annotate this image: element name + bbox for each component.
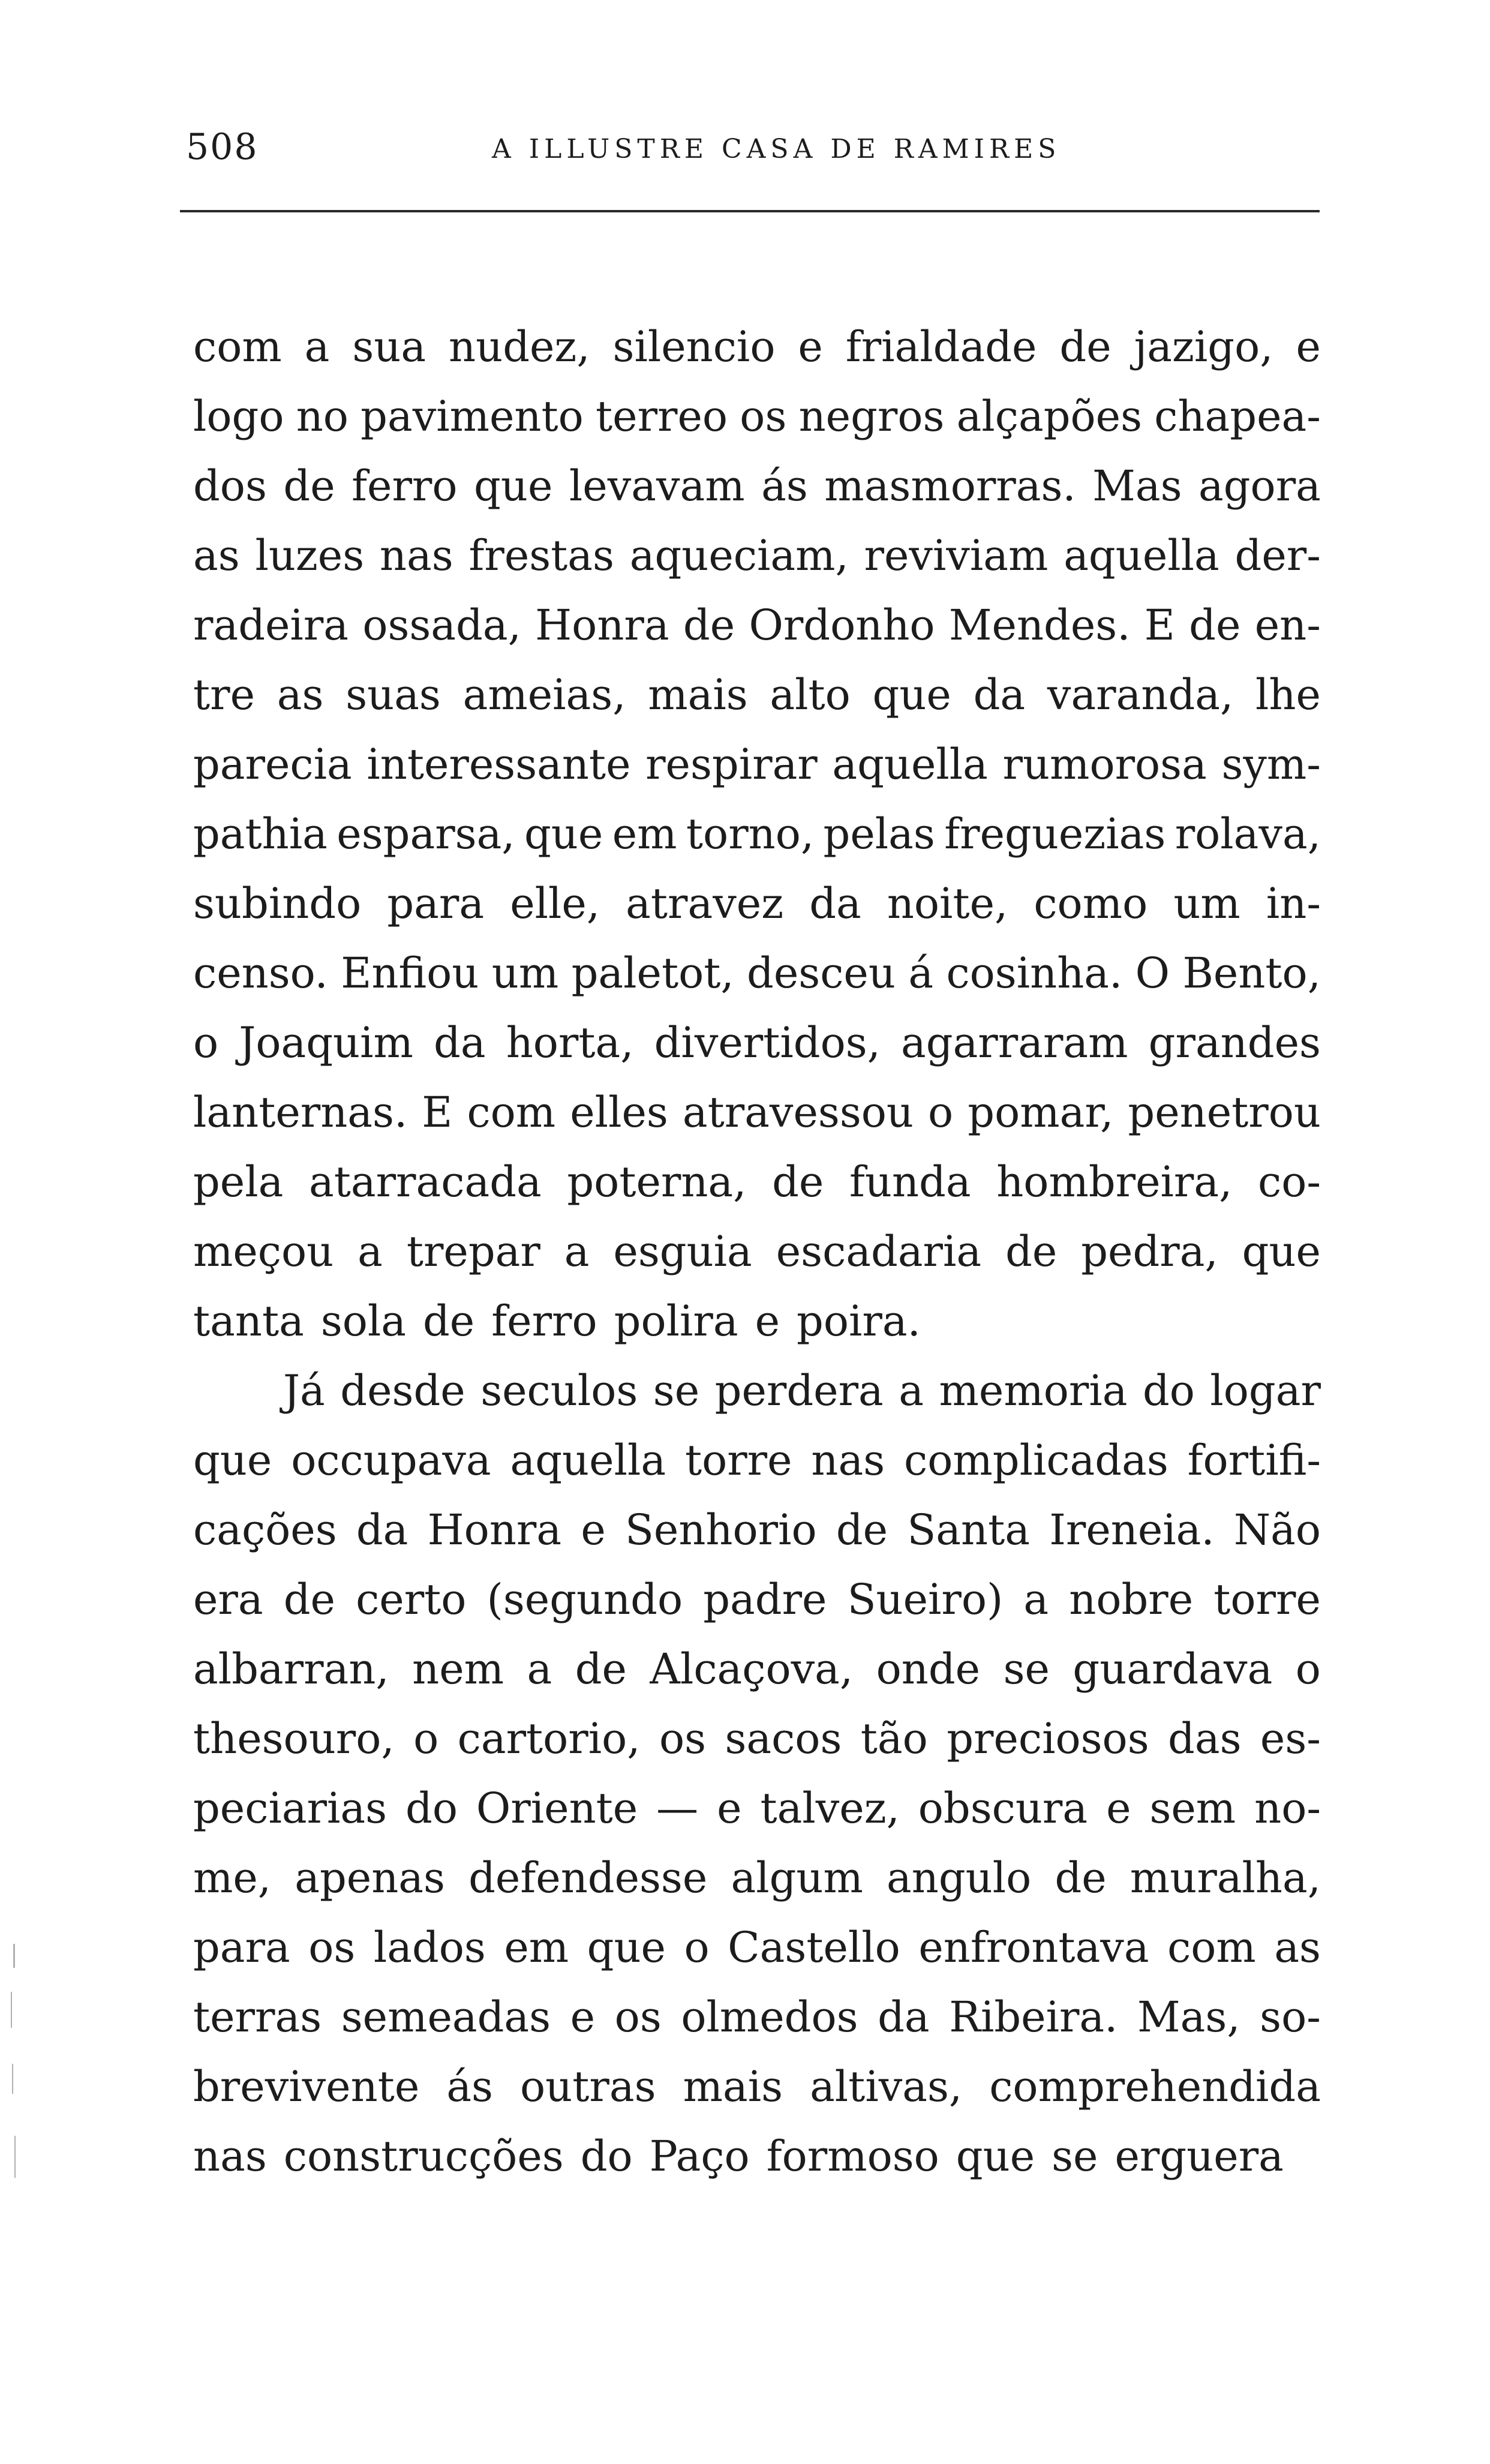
text-line: pela atarracada poterna, de funda hombreira, co- <box>193 1157 1321 1207</box>
text-line: thesouro, o cartorio, os sacos tão preciosos das es- <box>193 1714 1321 1763</box>
text-line: me, apenas defendesse algum angulo de muralha, <box>193 1853 1321 1902</box>
text-line: pathia esparsa, que em torno, pelas freguezias rolava, <box>193 809 1321 859</box>
text-line: as luzes nas frestas aqueciam, reviviam aquella der- <box>193 531 1321 580</box>
text-line: logo no pavimento terreo os negros alçapões chapea- <box>193 392 1321 441</box>
scan-speck <box>12 2064 13 2094</box>
body-text <box>193 312 1321 2191</box>
text-line: tanta sola de ferro polira e poira. <box>193 1296 921 1346</box>
text-line: meçou a trepar a esguia escadaria de pedra, que <box>193 1227 1321 1276</box>
text-line: brevivente ás outras mais altivas, comprehendida <box>193 2062 1321 2111</box>
text-line: dos de ferro que levavam ás masmorras. Mas agora <box>193 461 1321 511</box>
text-line: lanternas. E com elles atravessou o pomar, penetrou <box>193 1088 1321 1137</box>
scan-speck <box>14 2136 16 2178</box>
text-line: peciarias do Oriente — e talvez, obscura e sem no- <box>193 1784 1321 1833</box>
text-line: era de certo (segundo padre Sueiro) a nobre torre <box>193 1575 1321 1624</box>
text-line: albarran, nem a de Alcaçova, onde se guardava o <box>193 1644 1321 1694</box>
text-line: nas construcções do Paço formoso que se erguera <box>193 2132 1284 2181</box>
scan-speck <box>11 1992 12 2028</box>
page-number: 508 <box>186 126 259 168</box>
text-line: radeira ossada, Honra de Ordonho Mendes. E de en- <box>193 601 1321 650</box>
text-line: tre as suas ameias, mais alto que da varanda, lhe <box>193 670 1321 719</box>
text-line: censo. Enfiou um paletot, desceu á cosinha. O Bento, <box>193 949 1321 998</box>
text-line: terras semeadas e os olmedos da Ribeira. Mas, so- <box>193 1992 1321 2042</box>
text-line: parecia interessante respirar aquella rumorosa sym- <box>193 740 1321 789</box>
text-line: que occupava aquella torre nas complicadas fortifi- <box>193 1436 1321 1485</box>
text-line: o Joaquim da horta, divertidos, agarraram grandes <box>193 1018 1321 1067</box>
scan-speck <box>13 1944 15 1968</box>
text-line: com a sua nudez, silencio e frialdade de jazigo, e <box>193 322 1321 371</box>
running-title: A ILLUSTRE CASA DE RAMIRES <box>492 134 1061 164</box>
text-line: subindo para elle, atravez da noite, como um in- <box>193 879 1321 928</box>
header-rule <box>180 210 1320 212</box>
page-header <box>186 123 1326 171</box>
text-line: para os lados em que o Castello enfrontava com as <box>193 1923 1321 1972</box>
text-line: cações da Honra e Senhorio de Santa Ireneia. Não <box>193 1505 1321 1554</box>
text-line: Já desde seculos se perdera a memoria do logar <box>283 1366 1321 1415</box>
